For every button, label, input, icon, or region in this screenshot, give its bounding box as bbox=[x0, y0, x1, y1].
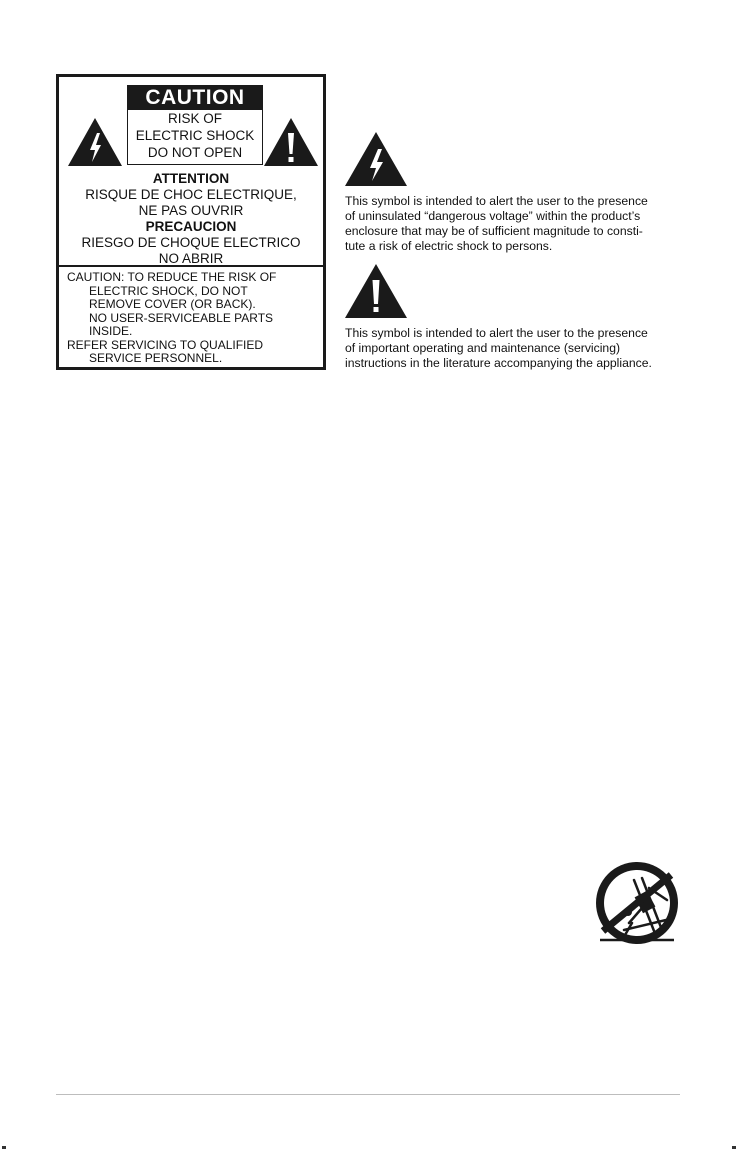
french-line: RISQUE DE CHOC ELECTRIQUE, bbox=[85, 187, 297, 202]
instruction-line: REFER SERVICING TO QUALIFIED bbox=[67, 337, 264, 352]
description-line: enclosure that may be of sufficient magnitude to consti- bbox=[345, 224, 643, 238]
caution-banner: CAUTION bbox=[128, 86, 262, 110]
description-line: This symbol is intended to alert the user to the presence bbox=[345, 194, 648, 208]
french-heading: ATTENTION bbox=[152, 171, 230, 186]
spanish-line: RIESGO DE CHOQUE ELECTRICO bbox=[81, 235, 301, 250]
description-line: of important operating and maintenance (servicing) bbox=[345, 341, 621, 355]
instruction-line: SERVICE PERSONNEL. bbox=[89, 351, 223, 365]
spanish-heading: PRECAUCION bbox=[145, 219, 237, 234]
instruction-line: ELECTRIC SHOCK, DO NOT bbox=[89, 283, 248, 298]
exclamation-triangle-icon bbox=[263, 117, 319, 167]
lightning-triangle-icon bbox=[344, 131, 408, 187]
crop-mark bbox=[2, 1146, 6, 1149]
instruction-line: INSIDE. bbox=[89, 324, 133, 338]
description-line: of uninsulated “dangerous voltage” within the product’s bbox=[345, 209, 641, 223]
caution-panel bbox=[127, 85, 263, 165]
caution-label bbox=[56, 74, 326, 370]
description-line: This symbol is intended to alert the user to the presence bbox=[345, 326, 648, 340]
voltage-symbol-description bbox=[345, 194, 687, 254]
instructions-symbol-description bbox=[345, 326, 687, 371]
label-divider bbox=[59, 265, 323, 267]
spanish-line: NO ABRIR bbox=[158, 251, 224, 266]
risk-line: RISK OF bbox=[167, 111, 222, 126]
cart-tip-over-icon bbox=[594, 860, 680, 948]
risk-line: DO NOT OPEN bbox=[147, 145, 243, 160]
lightning-triangle-icon bbox=[67, 117, 123, 167]
instruction-line: REMOVE COVER (OR BACK). bbox=[89, 297, 256, 311]
crop-mark bbox=[732, 1146, 736, 1149]
risk-line: ELECTRIC SHOCK bbox=[135, 128, 255, 143]
french-line: NE PAS OUVRIR bbox=[138, 203, 244, 218]
french-warning bbox=[59, 171, 323, 219]
spanish-warning bbox=[59, 219, 323, 267]
caution-instructions bbox=[67, 271, 276, 366]
exclamation-triangle-icon bbox=[344, 263, 408, 319]
description-line: tute a risk of electric shock to persons. bbox=[345, 239, 553, 253]
instruction-line: CAUTION: TO REDUCE THE RISK OF bbox=[67, 270, 277, 284]
footer-rule bbox=[56, 1094, 680, 1095]
description-line: instructions in the literature accompanying the appliance. bbox=[345, 356, 652, 370]
instruction-line: NO USER-SERVICEABLE PARTS bbox=[89, 310, 274, 325]
